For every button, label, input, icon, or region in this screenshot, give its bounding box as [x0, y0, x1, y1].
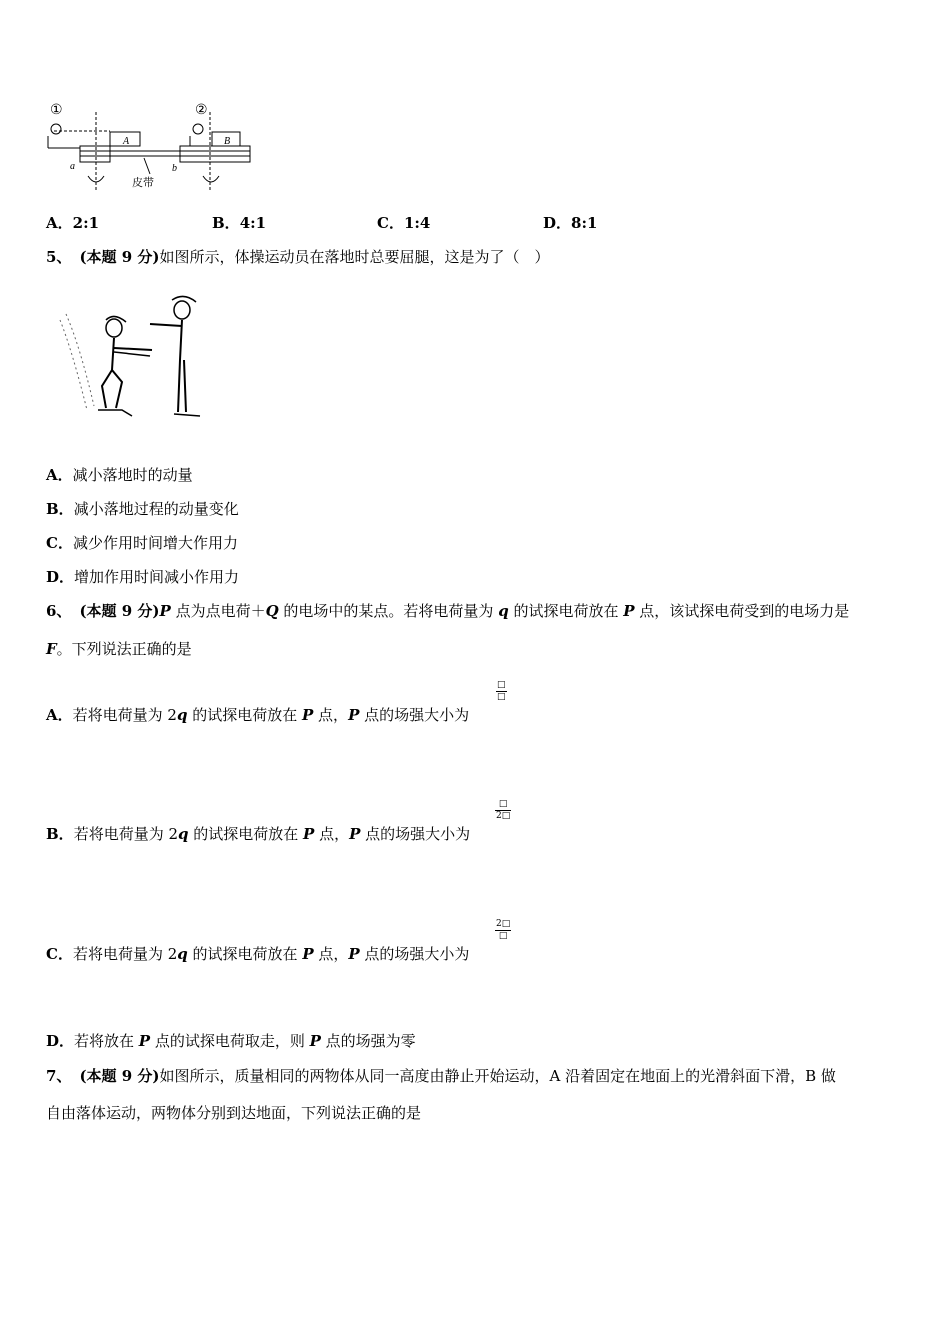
q6-option-c-fraction: 2□ □: [496, 919, 511, 941]
belt-label: 皮带: [132, 177, 154, 189]
figure-label-1: ①: [50, 103, 63, 118]
q6-option-b[interactable]: B．若将电荷量为 2q 的试探电荷放在 P 点，P 点的场强大小为: [46, 825, 471, 843]
q6-option-b-fraction: □ 2□: [496, 799, 511, 821]
q6-stem-line1: 6、 (本题 9 分)P 点为点电荷＋Q 的电场中的某点。若将电荷量为 q 的试探电荷放在 P 点，该试探电荷受到的电场力是: [46, 602, 850, 620]
q7-stem-line2: 自由落体运动，两物体分别到达地面，下列说法正确的是: [46, 1104, 422, 1122]
q5-option-c[interactable]: C．减少作用时间增大作用力: [46, 534, 238, 552]
q4-option-c[interactable]: C．1:4: [377, 214, 431, 232]
q6-option-d[interactable]: D．若将放在 P 点的试探电荷取走，则 P 点的场强为零: [46, 1032, 416, 1050]
belt-turntable-figure: [40, 96, 255, 196]
q4-option-d[interactable]: D．8:1: [543, 214, 598, 232]
q5-option-d[interactable]: D．增加作用时间减小作用力: [46, 568, 240, 586]
figure-label-a: a: [70, 161, 75, 172]
q6-option-a-fraction: □ □: [497, 680, 506, 702]
q6-stem-line2: F。下列说法正确的是: [46, 640, 192, 658]
figure-label-B: B: [224, 136, 231, 147]
q5-option-b[interactable]: B．减小落地过程的动量变化: [46, 500, 239, 518]
q5-option-a[interactable]: A．减小落地时的动量: [46, 466, 193, 484]
figure-label-A: A: [123, 136, 130, 147]
figure-label-b: b: [172, 163, 177, 174]
q4-option-a[interactable]: A．2:1: [46, 214, 100, 232]
q5-stem: 5、 (本题 9 分)如图所示，体操运动员在落地时总要屈腿，这是为了（ ）: [46, 248, 550, 266]
q6-option-c[interactable]: C．若将电荷量为 2q 的试探电荷放在 P 点，P 点的场强大小为: [46, 945, 470, 963]
gymnast-landing-figure: [52, 290, 212, 425]
q4-option-b[interactable]: B．4:1: [212, 214, 267, 232]
q7-stem-line1: 7、 (本题 9 分)如图所示，质量相同的两物体从同一高度由静止开始运动，A 沿着固定在地面上的光滑斜面下滑，B 做: [46, 1067, 836, 1085]
figure-label-2: ②: [195, 103, 208, 118]
q6-option-a[interactable]: A．若将电荷量为 2q 的试探电荷放在 P 点，P 点的场强大小为: [46, 706, 470, 724]
